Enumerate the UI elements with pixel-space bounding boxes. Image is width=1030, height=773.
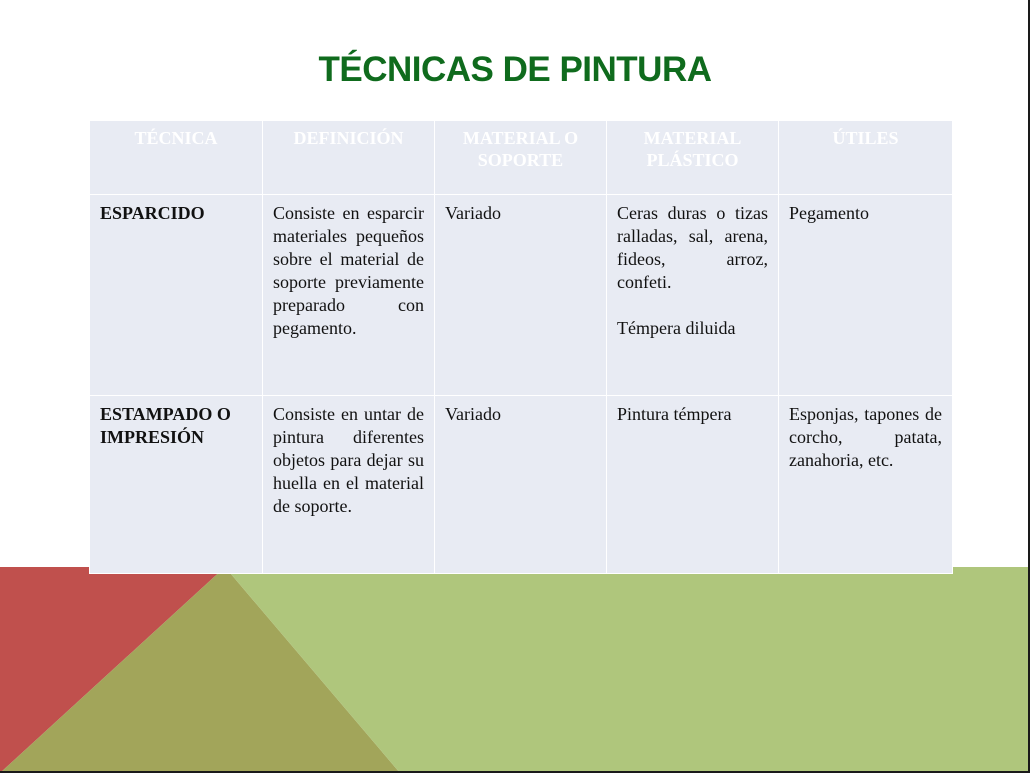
- slide-title: TÉCNICAS DE PINTURA: [318, 50, 712, 89]
- cell-material-plastico: [607, 396, 779, 574]
- techniques-table: [89, 120, 953, 574]
- cell-utiles: Pegamento: [779, 195, 953, 396]
- cell-utiles: Esponjas, tapones de corcho, patata, zanahoria, etc.: [779, 396, 953, 574]
- cell-material-plastico: [607, 195, 779, 396]
- cell-material-soporte: Variado: [435, 396, 607, 574]
- cell-tecnica: ESPARCIDO: [90, 195, 263, 396]
- header-tecnica: TÉCNICA: [90, 121, 263, 195]
- techniques-table-wrapper: [89, 120, 952, 574]
- table-header-row: [90, 121, 953, 195]
- table-row: [90, 195, 953, 396]
- table-row: [90, 396, 953, 574]
- cell-paragraph: Témpera diluida: [617, 318, 736, 338]
- header-material-soporte: MATERIAL O SOPORTE: [435, 121, 607, 195]
- cell-paragraph: Pintura témpera: [617, 404, 732, 424]
- cell-definicion: Consiste en untar de pintura diferentes objetos para dejar su huella en el material de soporte.: [263, 396, 435, 574]
- header-utiles: ÚTILES: [779, 121, 953, 195]
- cell-paragraph: Ceras duras o tizas ralladas, sal, arena, fideos, arroz, confeti.: [617, 203, 768, 292]
- cell-tecnica: ESTAMPADO O IMPRESIÓN: [90, 396, 263, 574]
- header-definicion: DEFINICIÓN: [263, 121, 435, 195]
- cell-material-soporte: Variado: [435, 195, 607, 396]
- header-material-plastico: MATERIAL PLÁSTICO: [607, 121, 779, 195]
- cell-definicion: Consiste en esparcir materiales pequeños sobre el material de soporte previamente preparado con pegamento.: [263, 195, 435, 396]
